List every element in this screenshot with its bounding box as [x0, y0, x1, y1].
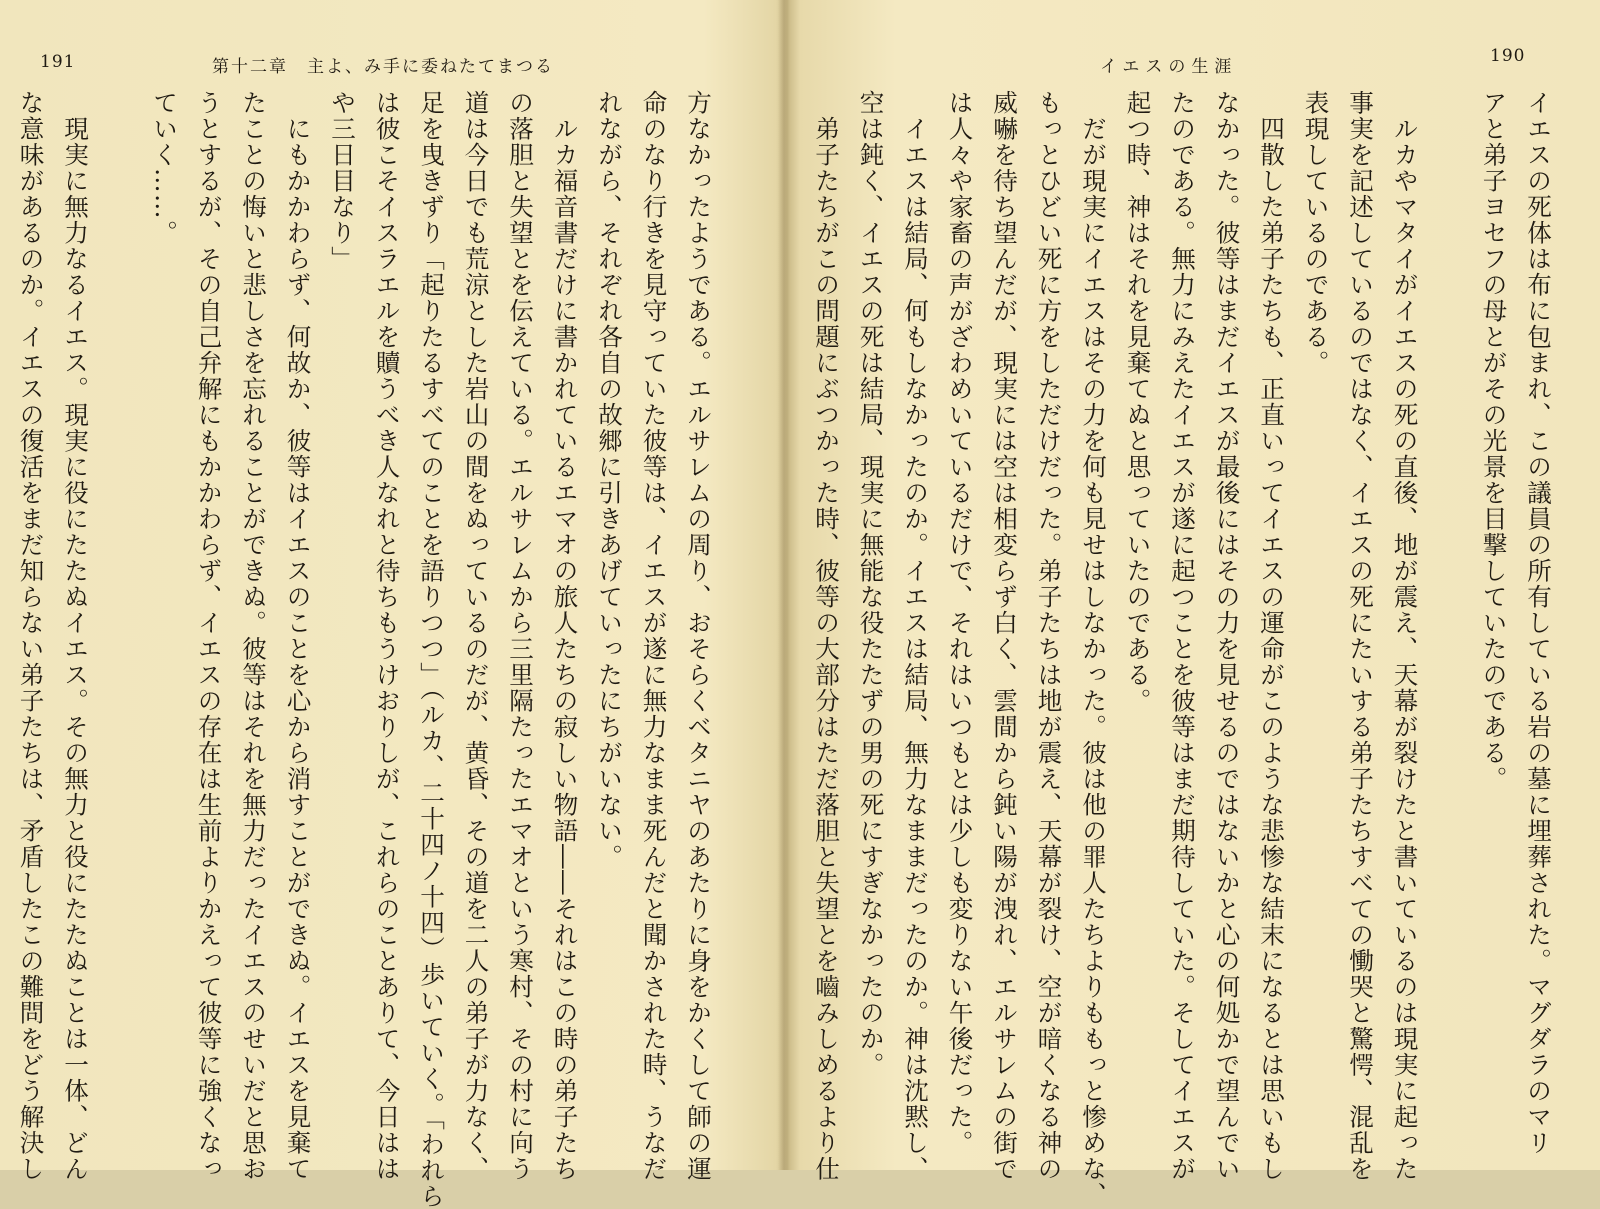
text-line: 起つ時、神はそれを見棄てぬと思っていたのである。: [1123, 90, 1153, 714]
text-line: 道は今日でも荒涼とした岩山の間をぬっているのだが、黄昏、その道を二人の弟子が力なく、: [461, 90, 491, 1182]
text-line: 表現しているのである。: [1301, 90, 1331, 376]
text-line: [0, 90, 8, 1150]
text-line: もっとひどい死に方をしただけだった。弟子たちは地が震え、天幕が裂け、空が暗くなる神の: [1034, 90, 1064, 1182]
text-line: アと弟子ヨセフの母とがその光景を目撃していたのである。: [1479, 90, 1509, 792]
text-line: 弟子たちがこの問題にぶつかった時、彼等の大部分はただ落胆と失望とを嚙みしめるより仕: [812, 90, 841, 1182]
text-line: うとするが、その自己弁解にもかかわらず、イエスの存在は生前よりかえって彼等に強くなっ: [194, 90, 224, 1182]
text-line: イエスの死体は布に包まれ、この議員の所有している岩の墓に埋葬された。マグダラのマリ: [1524, 90, 1553, 1156]
left-page: [0, 0, 780, 1209]
left-page-number: 191: [40, 52, 76, 72]
text-line: 事実を記述しているのではなく、イエスの死にたいする弟子たちすべての慟哭と驚愕、混乱を: [1346, 90, 1375, 1182]
text-line: ていく……。: [150, 90, 179, 246]
blank-line: [97, 90, 142, 1150]
left-running-head: 第十二章 主よ、み手に委ねたてまつる: [212, 57, 554, 77]
text-line: にもかかわらず、何故か、彼等はイエスのことを心から消すことができぬ。イエスを見棄て: [283, 90, 313, 1182]
text-line: 威嚇を待ち望んだが、現実には空は相変らず白く、雲間から鈍い陽が洩れ、エルサレムの街で: [990, 90, 1019, 1182]
text-line: な意味があるのか。イエスの復活をまだ知らない弟子たちは、矛盾したこの難問をどう解決し: [16, 90, 46, 1182]
right-running-head: イエスの生涯: [1100, 57, 1238, 77]
right-page: [790, 0, 1600, 1208]
text-line: は彼こそイスラエルを贖うべき人なれと待ちもうけおりしが、これらのことありて、今日はは: [372, 90, 402, 1182]
text-line: イエスは結局、何もしなかったのか。イエスは結局、無力なままだったのか。神は沈黙し、: [901, 90, 930, 1182]
left-page-body: [16, 90, 720, 1209]
text-line: たことの悔いと悲しさを忘れることができぬ。彼等はそれを無力だったイエスのせいだと思お: [239, 90, 268, 1182]
text-line: なかった。彼等はまだイエスが最後にはその力を見せるのではないかと心の何処かで望んでい: [1212, 90, 1242, 1182]
text-line: たのである。無力にみえたイエスが遂に起つことを彼等はまだ期待していた。そしてイエスが: [1168, 90, 1197, 1182]
text-line: れながら、それぞれ各自の故郷に引きあげていったにちがいない。: [595, 90, 624, 870]
right-page-number: 190: [1490, 46, 1526, 66]
text-line: 命のなり行きを見守っていた彼等は、イエスが遂に無力なまま死んだと聞かされた時、うなだ: [639, 90, 669, 1182]
right-page-body: [812, 90, 1560, 1208]
text-line: 足を曳きずり「起りたるすべてのことを語りつつ」（ルカ、二十四ノ十四）歩いていく。「われら: [417, 90, 446, 1209]
text-line: や三日目なり」: [328, 90, 357, 272]
text-line: 四散した弟子たちも、正直いってイエスの運命がこのような悲惨な結末になるとは思いもし: [1257, 90, 1286, 1182]
text-line: だが現実にイエスはその力を何も見せはしなかった。彼は他の罪人たちよりももっと惨めな、: [1079, 90, 1108, 1208]
blank-line: [1427, 90, 1472, 1150]
text-line: の落胆と失望とを伝えている。エルサレムから三里隔たったエマオという寒村、その村に向う: [506, 90, 535, 1182]
text-line: 空は鈍く、イエスの死は結局、現実に無能な役たたずの男の死にすぎなかったのか。: [856, 90, 886, 1078]
text-line: 現実に無力なるイエス。現実に役にたたぬイエス。その無力と役にたたぬことは一体、どん: [61, 90, 90, 1182]
text-line: は人々や家畜の声がざわめいているだけで、それはいつもとは少しも変りない午後だった。: [945, 90, 975, 1156]
text-line: 方なかったようである。エルサレムの周り、おそらくベタニヤのあたりに身をかくして師の運: [684, 90, 713, 1182]
text-line: ルカ福音書だけに書かれているエマオの旅人たちの寂しい物語――それはこの時の弟子たち: [550, 90, 580, 1182]
text-line: ルカやマタイがイエスの死の直後、地が震え、天幕が裂けたと書いているのは現実に起った: [1390, 90, 1420, 1182]
